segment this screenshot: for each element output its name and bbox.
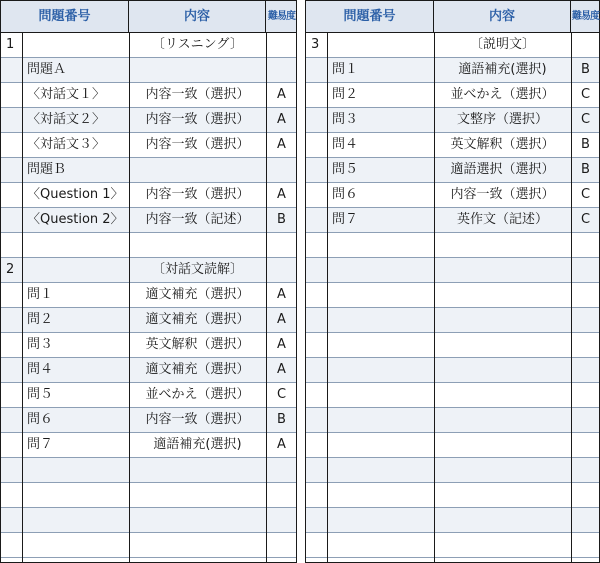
section-number (6, 383, 22, 407)
section-number: 2 (6, 262, 15, 277)
question-content: 〔対話文読解〕 (151, 262, 243, 277)
difficulty-value (266, 33, 297, 57)
section-number (311, 183, 327, 207)
header-difficulty: 難易度 (572, 11, 599, 22)
table-row (306, 308, 599, 333)
section-number (6, 183, 22, 207)
table-row (306, 358, 599, 383)
question-number: 問５ (27, 387, 54, 402)
question-content (129, 508, 266, 532)
question-number: 〈対話文２〉 (27, 112, 106, 127)
question-content: 英作文（記述） (456, 212, 548, 227)
section-number (311, 283, 327, 307)
question-number: 問６ (27, 412, 54, 427)
question-number: 問題Ｂ (27, 162, 67, 177)
difficulty-value: B (581, 62, 590, 77)
section-number (6, 233, 22, 257)
table-row (306, 208, 599, 233)
question-number: 〈Question 1〉 (27, 187, 124, 202)
difficulty-value: C (276, 387, 287, 402)
table-row (306, 158, 599, 183)
right-table-header (306, 1, 599, 33)
difficulty-value (266, 458, 297, 482)
section-number (6, 483, 22, 507)
question-number (27, 233, 127, 257)
table-row (1, 483, 296, 508)
question-number: 問３ (27, 337, 54, 352)
question-content: 適文補充（選択） (145, 362, 250, 377)
table-row (1, 408, 296, 433)
difficulty-value (571, 508, 600, 532)
column-divider (434, 33, 435, 562)
section-number (311, 433, 327, 457)
table-row (1, 233, 296, 258)
question-content (434, 533, 571, 557)
question-content (129, 158, 266, 182)
table-row (306, 333, 599, 358)
table-row (1, 208, 296, 233)
table-row (1, 283, 296, 308)
column-divider (266, 33, 267, 562)
question-content (434, 508, 571, 532)
question-content: 適文補充（選択） (145, 312, 250, 327)
difficulty-value (571, 283, 600, 307)
difficulty-value: A (277, 337, 286, 352)
table-row (306, 383, 599, 408)
difficulty-value: C (580, 187, 591, 202)
table-row (306, 33, 599, 58)
section-number (6, 208, 22, 232)
table-row (1, 308, 296, 333)
question-number (332, 458, 432, 482)
section-number (311, 358, 327, 382)
difficulty-value: A (277, 87, 286, 102)
section-number (311, 233, 327, 257)
table-row (1, 508, 296, 533)
question-content (434, 333, 571, 357)
question-content (434, 408, 571, 432)
table-row (306, 433, 599, 458)
difficulty-value (571, 233, 600, 257)
question-content: 内容一致（記述） (145, 212, 250, 227)
section-number (311, 208, 327, 232)
difficulty-value: A (277, 287, 286, 302)
question-number (332, 283, 432, 307)
header-content: 内容 (129, 1, 266, 32)
question-content (434, 283, 571, 307)
question-number (332, 233, 432, 257)
column-divider (129, 33, 130, 562)
question-number: 問１ (27, 287, 54, 302)
question-number (332, 358, 432, 382)
table-row (1, 383, 296, 408)
question-number (332, 408, 432, 432)
section-number (311, 258, 327, 282)
difficulty-value (266, 508, 297, 532)
left-table-body (1, 33, 296, 562)
difficulty-value: A (277, 312, 286, 327)
question-content: 内容一致（選択） (145, 412, 250, 427)
table-row (306, 183, 599, 208)
question-content (434, 383, 571, 407)
difficulty-value (571, 533, 600, 557)
table-row (1, 533, 296, 558)
table-row (1, 58, 296, 83)
section-number (6, 158, 22, 182)
difficulty-value (266, 158, 297, 182)
question-content: 内容一致（選択） (145, 137, 250, 152)
question-content (129, 458, 266, 482)
question-number: 問５ (332, 162, 359, 177)
right-table (305, 0, 600, 563)
difficulty-value (266, 58, 297, 82)
question-number (27, 483, 127, 507)
table-row (306, 108, 599, 133)
difficulty-value (266, 483, 297, 507)
section-number (311, 483, 327, 507)
question-content (434, 433, 571, 457)
question-number (332, 258, 432, 282)
section-number (311, 533, 327, 557)
table-row (306, 258, 599, 283)
section-number (6, 358, 22, 382)
question-content (434, 358, 571, 382)
section-number (311, 383, 327, 407)
difficulty-value: A (277, 137, 286, 152)
section-number (311, 308, 327, 332)
difficulty-value (571, 458, 600, 482)
question-number: 〈対話文３〉 (27, 137, 106, 152)
question-number: 問３ (332, 112, 359, 127)
header-difficulty: 難易度 (268, 11, 295, 22)
section-number: 1 (6, 37, 15, 52)
question-number: 問２ (332, 87, 359, 102)
section-number (6, 83, 22, 107)
question-number (27, 508, 127, 532)
question-number: 問６ (332, 187, 359, 202)
section-number (311, 508, 327, 532)
table-row (306, 283, 599, 308)
difficulty-value: A (277, 187, 286, 202)
question-content (129, 233, 266, 257)
question-number (332, 33, 432, 57)
column-divider (22, 33, 23, 562)
difficulty-value: C (580, 212, 591, 227)
section-number (6, 433, 22, 457)
table-row (306, 533, 599, 558)
difficulty-value: B (581, 137, 590, 152)
left-table-header (1, 1, 296, 33)
table-row (306, 458, 599, 483)
table-row (1, 33, 296, 58)
question-content (434, 308, 571, 332)
header-number: 問題番号 (306, 1, 434, 32)
question-content (434, 483, 571, 507)
section-number (6, 133, 22, 157)
question-number: 問４ (27, 362, 54, 377)
difficulty-value: A (277, 112, 286, 127)
question-number (332, 433, 432, 457)
section-number (311, 158, 327, 182)
section-number (311, 58, 327, 82)
section-number (311, 333, 327, 357)
difficulty-value (571, 33, 600, 57)
section-number (6, 308, 22, 332)
question-content: 適語補充(選択) (153, 437, 242, 452)
question-content: 英文解釈（選択） (145, 337, 250, 352)
question-number: 問２ (27, 312, 54, 327)
difficulty-value: C (580, 112, 591, 127)
question-number (332, 333, 432, 357)
difficulty-value (571, 258, 600, 282)
left-table (0, 0, 297, 563)
table-row (306, 233, 599, 258)
section-number (6, 533, 22, 557)
question-content: 並べかえ（選択） (450, 87, 555, 102)
section-number (311, 133, 327, 157)
question-number: 問４ (332, 137, 359, 152)
question-number (27, 258, 127, 282)
header-content: 内容 (434, 1, 571, 32)
question-number (332, 533, 432, 557)
question-number (27, 33, 127, 57)
question-number (27, 533, 127, 557)
question-number (27, 458, 127, 482)
table-row (1, 358, 296, 383)
section-number (311, 108, 327, 132)
difficulty-value: B (277, 412, 286, 427)
question-content: 内容一致（選択） (145, 187, 250, 202)
question-content: 内容一致（選択） (145, 112, 250, 127)
difficulty-value: B (581, 162, 590, 177)
difficulty-value: C (580, 87, 591, 102)
table-row (306, 408, 599, 433)
difficulty-value (571, 408, 600, 432)
difficulty-value: A (277, 437, 286, 452)
question-content (129, 533, 266, 557)
section-number (6, 333, 22, 357)
difficulty-value (571, 308, 600, 332)
difficulty-value (571, 358, 600, 382)
section-number (6, 58, 22, 82)
right-table-body (306, 33, 599, 562)
difficulty-value (266, 533, 297, 557)
column-divider (327, 33, 328, 562)
section-number (311, 83, 327, 107)
question-number (332, 383, 432, 407)
table-row (306, 83, 599, 108)
question-content (434, 258, 571, 282)
question-content: 内容一致（選択） (145, 87, 250, 102)
table-row (306, 133, 599, 158)
question-content: 適文補充（選択） (145, 287, 250, 302)
question-content: 適語補充(選択) (458, 62, 547, 77)
question-number (332, 308, 432, 332)
question-content (129, 483, 266, 507)
question-content: 英文解釈（選択） (450, 137, 555, 152)
section-number (311, 408, 327, 432)
section-number (6, 108, 22, 132)
table-row (1, 183, 296, 208)
table-row (1, 458, 296, 483)
question-number (332, 508, 432, 532)
table-row (306, 508, 599, 533)
question-number: 〈Question 2〉 (27, 212, 124, 227)
section-number: 3 (311, 37, 320, 52)
column-divider (571, 33, 572, 562)
difficulty-value (571, 383, 600, 407)
table-row (1, 108, 296, 133)
question-content: 〔説明文〕 (469, 37, 535, 52)
question-number (332, 483, 432, 507)
table-row (1, 258, 296, 283)
question-content: 内容一致（選択） (450, 187, 555, 202)
difficulty-value (571, 333, 600, 357)
question-number: 〈対話文１〉 (27, 87, 106, 102)
table-row (306, 58, 599, 83)
difficulty-value (571, 433, 600, 457)
difficulty-value: A (277, 362, 286, 377)
section-number (6, 458, 22, 482)
table-row (1, 433, 296, 458)
difficulty-value: B (277, 212, 286, 227)
question-content (129, 58, 266, 82)
question-content: 文整序（選択） (456, 112, 548, 127)
table-row (1, 133, 296, 158)
section-number (6, 508, 22, 532)
section-number (6, 283, 22, 307)
table-row (1, 333, 296, 358)
table-row (1, 83, 296, 108)
table-row (306, 483, 599, 508)
difficulty-value (266, 258, 297, 282)
section-number (6, 408, 22, 432)
section-number (311, 458, 327, 482)
question-number: 問７ (332, 212, 359, 227)
header-number: 問題番号 (1, 1, 129, 32)
question-content: 並べかえ（選択） (145, 387, 250, 402)
difficulty-value (266, 233, 297, 257)
question-number: 問１ (332, 62, 359, 77)
question-content (434, 458, 571, 482)
difficulty-value (571, 483, 600, 507)
question-number: 問７ (27, 437, 54, 452)
question-content: 〔リスニング〕 (151, 37, 244, 52)
question-content (434, 233, 571, 257)
question-content: 適語選択（選択） (450, 162, 555, 177)
table-row (1, 158, 296, 183)
question-number: 問題Ａ (27, 62, 67, 77)
